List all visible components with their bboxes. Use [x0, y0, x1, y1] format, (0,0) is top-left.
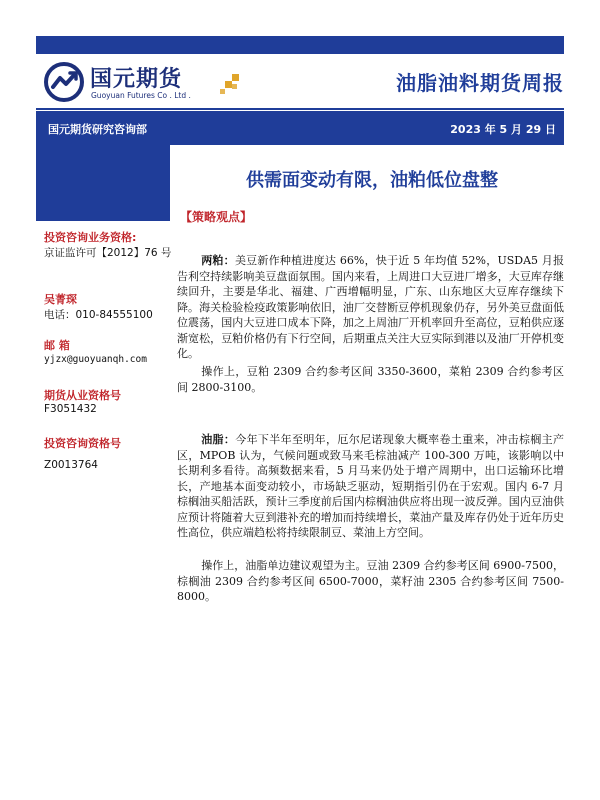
gold-squares-icon: [216, 68, 246, 98]
header-divider: [36, 108, 564, 110]
consult-cert-number: Z0013764: [44, 459, 98, 471]
meal-body: 美豆新作种植进度达 66%，快于近 5 年均值 52%，USDA5 月报告利空持续影响美豆盘面氛围。国内来看，上周进口大豆进厂增多，大豆库存继续回升，主要是华北、福建、广西增幅明显，广东、山东地区大豆库存继续下降。海关检验检疫政策影响依旧，油厂交替断豆停机现象仍存，另外美豆盘面低位震荡，国内大豆进口成本下降，加之上周油厂开机率回升至高位，豆粕供应逐渐宽松，豆粕价格仍有下行空间，后期重点关注大豆实际到港以及油厂开停机变化。: [177, 254, 565, 360]
strategy-section-tag: 【策略观点】: [180, 210, 253, 224]
analyst-email[interactable]: yjzx@guoyuanqh.com: [44, 354, 147, 365]
license-value: 京证监许可【2012】76 号: [44, 247, 172, 259]
meal-paragraph: [177, 253, 564, 362]
report-date: 2023 年 5 月 29 日: [450, 123, 556, 136]
consult-cert-label: 投资咨询资格号: [44, 437, 121, 450]
report-headline: 供需面变动有限，油粕低位盘整: [246, 170, 498, 191]
meal-operations-paragraph: [177, 364, 564, 395]
analyst-name: 吴菁琛: [44, 293, 77, 306]
oil-paragraph: [177, 432, 564, 541]
futures-cert-number: F3051432: [44, 403, 97, 415]
report-title: 油脂油料期货周报: [396, 71, 564, 95]
oil-body: 今年下半年至明年，厄尔尼诺现象大概率卷土重来，冲击棕榈主产区，MPOB 认为，气候问题或致马来毛棕油减产 100-300 万吨，该影响以中长期利多看待。高频数据来看，5 月马来仍处于增产周期中，出口运输环比增长，产地基本面变动较小，市场缺乏驱动，短期指引仍在于宏观。国内 6-7 月棕榈油买船活跃，预计三季度前后国内棕榈油供应将出现一波反弹。国内豆油供应预计将随着大豆到港补充的增加而持续增长，菜油产量及库存仍处于近年历史性高位，供应端趋松将持续限制豆、菜油上方空间。: [177, 433, 564, 539]
department-name: 国元期货研究咨询部: [48, 123, 147, 136]
oil-operations-paragraph: [177, 558, 564, 605]
company-logo: [44, 62, 264, 104]
meal-operations: 操作上，豆粕 2309 合约参考区间 3350-3600，菜粕 2309 合约参考区间 2800-3100。: [177, 365, 564, 394]
logo-english-name: Guoyuan Futures Co . Ltd .: [91, 91, 191, 100]
analyst-phone: 电话：010-84555100: [44, 309, 153, 321]
top-decor-bar: [36, 36, 564, 54]
email-label: 邮 箱: [44, 339, 70, 352]
oil-operations: 操作上，油脂单边建议观望为主。豆油 2309 合约参考区间 6900-7500，棕榈油 2309 合约参考区间 6500-7000，菜籽油 2305 合约参考区间 7500-8000。: [177, 559, 564, 603]
sidebar: [36, 145, 170, 765]
logo-chinese-name: 国元期货: [90, 67, 183, 92]
license-label: 投资咨询业务资格:: [44, 231, 137, 244]
info-bar: [36, 111, 564, 145]
futures-cert-label: 期货从业资格号: [44, 389, 121, 402]
meal-label: 两粕：: [201, 254, 235, 267]
sidebar-strip: [36, 145, 170, 221]
guoyuan-logo-icon: [44, 62, 84, 102]
oil-label: 油脂：: [201, 433, 236, 446]
